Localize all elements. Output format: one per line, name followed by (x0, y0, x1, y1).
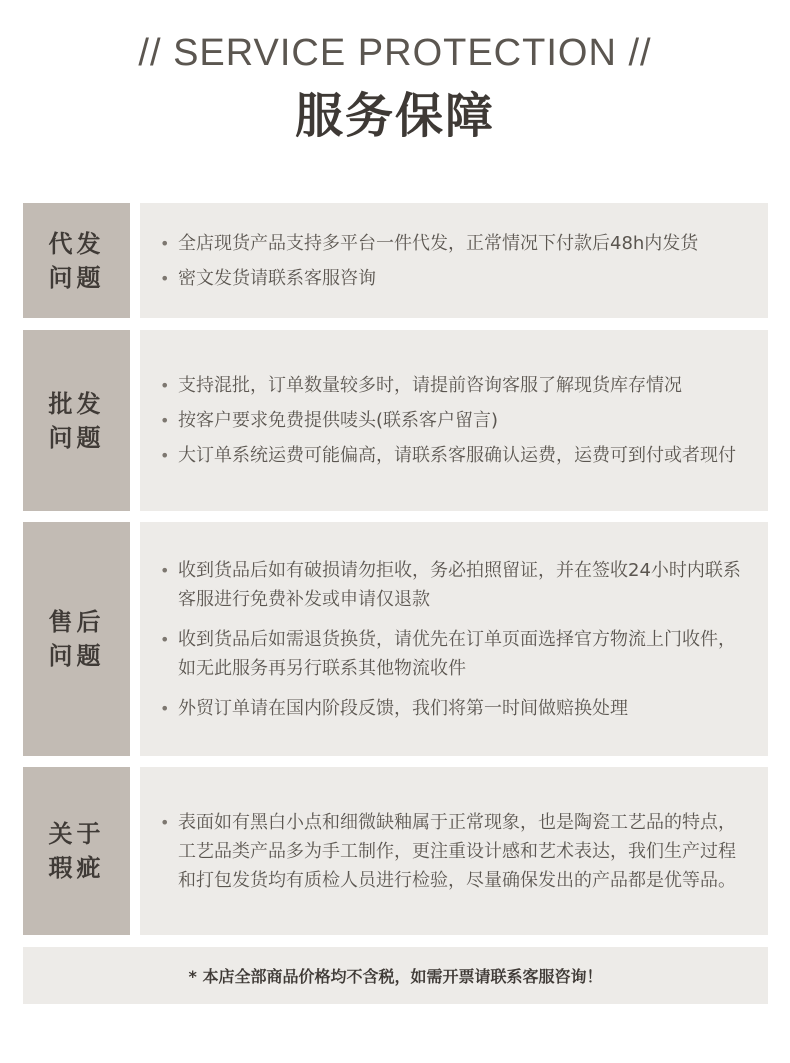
section-label-line: 关于 (48, 820, 105, 848)
tax-notice: * 本店全部商品价格均不含税，如需开票请联系客服咨询！ (23, 947, 768, 1004)
list-item-text: 密文发货请联系客服咨询 (178, 267, 376, 289)
list-item-text: 收到货品后如有破损请勿拒收，务必拍照留证，并在签收24小时内联系客服进行免费补发或申请仅退款 (178, 559, 741, 610)
list-item (160, 229, 748, 258)
bullet-icon: • (160, 698, 170, 718)
section-wholesale (23, 330, 768, 511)
list-item (160, 371, 748, 400)
section-content (140, 203, 768, 318)
section-defects (23, 767, 768, 935)
list-item-text: 大订单系统运费可能偏高，请联系客服确认运费，运费可到付或者现付 (178, 445, 736, 466)
section-label-box (23, 203, 130, 318)
list-item-text: 收到货品后如需退货换货，请优先在订单页面选择官方物流上门收件，如无此服务再另行联系其他物流收件 (178, 628, 736, 679)
bullet-icon: • (160, 560, 170, 580)
list-item (160, 808, 748, 895)
section-label-box (23, 330, 130, 511)
section-dropshipping (23, 203, 768, 318)
list-item (160, 441, 748, 470)
list-item-text: 全店现货产品支持多平台一件代发，正常情况下付款后48h内发货 (178, 232, 699, 254)
bullet-icon: • (160, 268, 170, 288)
list-item-text: 表面如有黑白小点和细微缺釉属于正常现象，也是陶瓷工艺品的特点，工艺品类产品多为手工制作，更注重设计感和艺术表达，我们生产过程和打包发货均有质检人员进行检验，尽量确保发出的产品都是优等品。 (178, 811, 736, 891)
bullet-icon: • (160, 812, 170, 832)
section-label-box (23, 767, 130, 935)
section-label-line: 售后 (48, 608, 105, 636)
section-label-line: 问题 (48, 642, 105, 670)
section-label-box (23, 522, 130, 756)
section-label-line: 代发 (48, 229, 105, 258)
section-content (140, 767, 768, 935)
list-item-text: 外贸订单请在国内阶段反馈，我们将第一时间做赔换处理 (178, 697, 628, 719)
section-label-line: 批发 (48, 389, 105, 418)
bullet-icon: • (160, 446, 170, 465)
section-after-sales (23, 522, 768, 756)
header-english-title: // SERVICE PROTECTION // (138, 32, 652, 74)
list-item (160, 556, 748, 614)
bullet-icon: • (160, 376, 170, 395)
section-content (140, 330, 768, 511)
section-label-line: 瑕疵 (48, 854, 105, 882)
section-label-line: 问题 (48, 263, 105, 292)
page-title: 服务保障 (294, 88, 495, 144)
bullet-icon: • (160, 233, 170, 253)
bullet-icon: • (160, 411, 170, 430)
list-item (160, 625, 748, 683)
list-item (160, 694, 748, 723)
list-item-text: 按客户要求免费提供唛头(联系客户留言) (178, 410, 499, 431)
list-item (160, 264, 748, 293)
bullet-icon: • (160, 629, 170, 649)
section-content (140, 522, 768, 756)
list-item-text: 支持混批，订单数量较多时，请提前咨询客服了解现货库存情况 (178, 375, 682, 396)
list-item (160, 406, 748, 435)
section-label-line: 问题 (48, 423, 105, 452)
